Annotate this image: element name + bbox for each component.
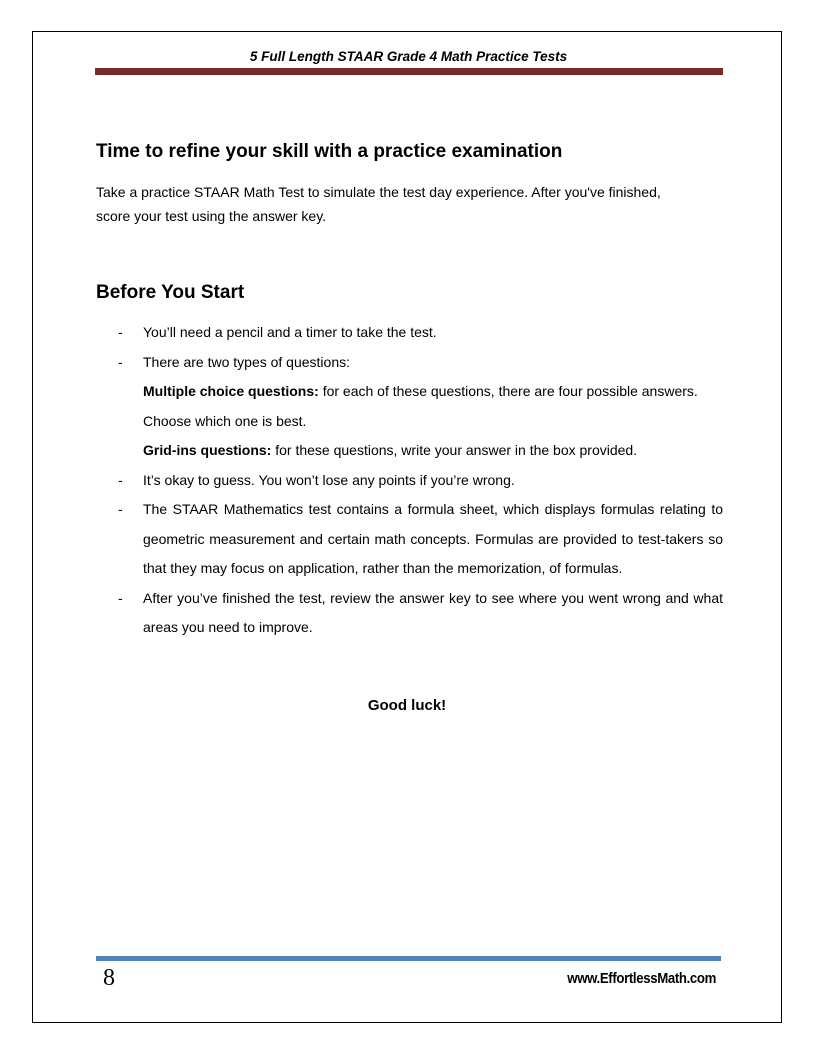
list-item	[118, 466, 723, 496]
section-heading-before-you-start: Before You Start	[96, 282, 245, 303]
page-number: 8	[103, 965, 115, 991]
bullet-dash: -	[118, 324, 123, 340]
website-link[interactable]: www.EffortlessMath.com	[567, 970, 716, 987]
list-item-text: There are two types of questions:	[143, 353, 350, 370]
question-type-multiple-choice	[118, 377, 723, 436]
intro-line: Take a practice STAAR Math Test to simulate the test day experience. After you've finished,	[96, 184, 661, 200]
bullet-dash: -	[118, 501, 123, 517]
mc-text-2: Choose which one is best.	[143, 412, 307, 429]
mc-text: for each of these questions, there are four possible answers.	[322, 383, 698, 399]
bullet-dash: -	[118, 353, 123, 370]
intro-line: score your test using the answer key.	[96, 208, 327, 224]
gi-label: Grid-ins questions:	[143, 442, 272, 458]
list-item-text: You’ll need a pencil and a timer to take the test.	[143, 324, 437, 340]
list-item-text: After you’ve finished the test, review the answer key to see where you went wrong and what areas you need to improve.	[143, 589, 723, 635]
list-item	[118, 348, 723, 378]
question-type-grid-ins	[118, 436, 723, 466]
gi-text: for these questions, write your answer in the box provided.	[275, 442, 638, 458]
header-rule	[95, 68, 723, 75]
section-heading-practice: Time to refine your skill with a practice examination	[96, 141, 563, 162]
list-item	[118, 584, 723, 643]
list-item	[118, 495, 723, 584]
bullet-dash: -	[118, 471, 123, 488]
list-item-text: The STAAR Mathematics test contains a formula sheet, which displays formulas relating to geometric measurement and certain math concepts. Formulas are provided to test-takers so that they may focus on application, rather than the memorization, of formulas.	[143, 501, 723, 576]
list-item-text: It’s okay to guess. You won’t lose any points if you’re wrong.	[143, 471, 515, 488]
footer-rule	[96, 956, 721, 961]
header-title: 5 Full Length STAAR Grade 4 Math Practice Tests	[249, 49, 568, 64]
list-item	[118, 318, 723, 348]
bullet-dash: -	[118, 589, 123, 606]
closing-text: Good luck!	[367, 697, 447, 714]
mc-label: Multiple choice questions:	[143, 383, 319, 399]
instructions-list	[118, 318, 723, 643]
intro-paragraph	[96, 180, 726, 228]
